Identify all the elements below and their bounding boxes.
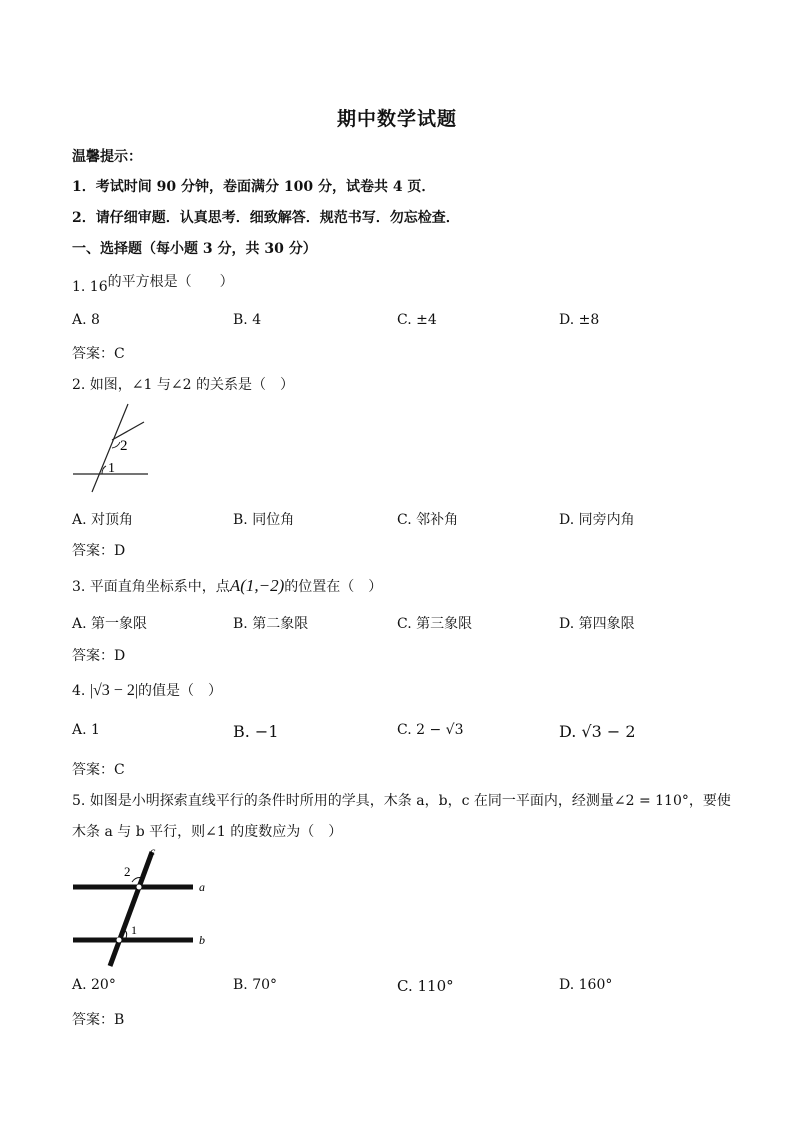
question-5-option-a: A. 20° (72, 977, 116, 993)
question-3-answer: 答案：D (72, 648, 126, 664)
question-4-text-post: 的值是（ ） (138, 683, 223, 699)
angle-2-arc (112, 442, 120, 448)
question-4-stem (72, 680, 222, 700)
question-2-option-d: D. 同旁内角 (559, 512, 635, 528)
question-3-point: A(1,−2) (229, 576, 285, 595)
tips-line-2: 2．请仔细审题．认真思考．细致解答．规范书写．勿忘检查． (72, 210, 460, 226)
question-5-stem-line-1: 5. 如图是小明探索直线平行的条件时所用的学具，木条 a，b，c 在同一平面内，经测量∠2 = 110°，要使 (72, 793, 731, 809)
question-1-text: 的平方根是（ ） (107, 274, 234, 290)
question-5-answer: 答案：B (72, 1012, 125, 1028)
stick-c-label: c (150, 844, 156, 858)
tips-line-1: 1．考试时间 90 分钟，卷面满分 100 分，试卷共 4 页． (72, 179, 436, 195)
question-2-option-b: B. 同位角 (233, 512, 295, 528)
question-1-stem (72, 276, 234, 296)
question-4-expression: |√3 − 2| (89, 682, 139, 699)
question-4-number: 4. (72, 683, 86, 699)
pivot-b (117, 938, 122, 943)
question-2-option-a: A. 对顶角 (72, 512, 134, 528)
question-4-option-c: C. 2 − √3 (397, 722, 464, 738)
angle-1-label: 1 (131, 923, 137, 937)
tips-heading: 温馨提示： (72, 149, 142, 165)
stick-b-label: b (199, 933, 205, 947)
question-3-text-pre: 3. 平面直角坐标系中，点 (72, 579, 230, 595)
stick-c (110, 852, 152, 966)
angle-2-label: 2 (124, 864, 131, 879)
question-3-option-b: B. 第二象限 (233, 616, 309, 632)
section-heading: 一、选择题（每小题 3 分，共 30 分） (72, 241, 317, 257)
question-1-option-c: C. ±4 (397, 312, 437, 328)
question-3-stem (72, 576, 382, 596)
question-4-option-d: D. √3 − 2 (559, 722, 636, 741)
question-1-answer: 答案：C (72, 346, 125, 362)
stick-a-label: a (199, 880, 205, 894)
question-3-option-d: D. 第四象限 (559, 616, 635, 632)
question-3-option-a: A. 第一象限 (72, 616, 148, 632)
question-2-stem: 2. 如图，∠1 与∠2 的关系是（ ） (72, 377, 294, 393)
page-title: 期中数学试题 (336, 108, 457, 130)
question-2-answer: 答案：D (72, 543, 126, 559)
question-3-option-c: C. 第三象限 (397, 616, 473, 632)
pivot-a (137, 885, 142, 890)
question-2-option-c: C. 邻补角 (397, 512, 459, 528)
question-5-option-b: B. 70° (233, 977, 278, 993)
angle-2-label: 2 (120, 438, 128, 454)
question-3-text-post: 的位置在（ ） (284, 579, 383, 595)
question-5-stem-line-2: 木条 a 与 b 平行，则∠1 的度数应为（ ） (72, 824, 343, 840)
question-1-option-d: D. ±8 (559, 312, 600, 328)
question-5-figure (68, 842, 218, 970)
question-1-number: 1. 16 (72, 279, 108, 295)
angle-1-label: 1 (108, 461, 115, 476)
question-5-option-c: C. 110° (397, 977, 454, 995)
question-2-figure (68, 400, 158, 496)
question-5-option-d: D. 160° (559, 977, 613, 993)
question-4-option-b: B. −1 (233, 722, 279, 741)
question-4-answer: 答案：C (72, 762, 125, 778)
question-1-option-b: B. 4 (233, 312, 262, 328)
question-1-option-a: A. 8 (72, 312, 100, 328)
question-4-option-a: A. 1 (72, 722, 100, 738)
